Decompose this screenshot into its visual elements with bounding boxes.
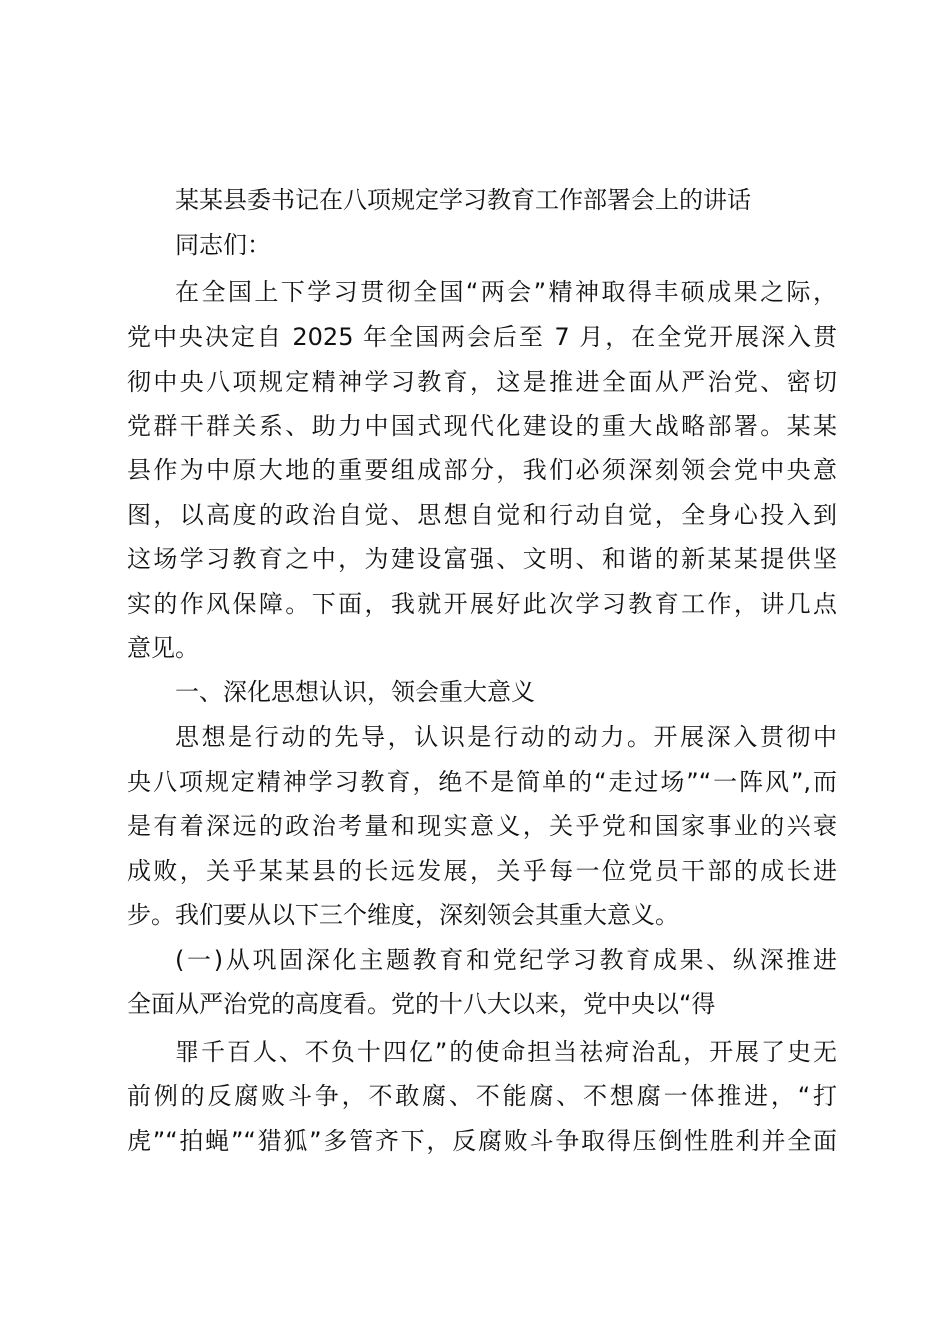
paragraph-2-line: 思想是行动的先导，认识是行动的动力。开展深入贯彻中 [175, 723, 837, 751]
paragraph-2-line: 央八项规定精神学习教育，绝不是简单的“走过场”“一阵风”,而 [127, 768, 837, 796]
paragraph-1-line: 在全国上下学习贯彻全国“两会”精神取得丰硕成果之际， [175, 278, 837, 306]
paragraph-1-line: 县作为中原大地的重要组成部分，我们必须深刻领会党中央意 [127, 456, 837, 484]
section-heading: 一、深化思想认识，领会重大意义 [175, 678, 535, 706]
paragraph-1-line: 彻中央八项规定精神学习教育，这是推进全面从严治党、密切 [127, 368, 837, 396]
paragraph-3-line: (一)从巩固深化主题教育和党纪学习教育成果、纵深推进 [175, 946, 837, 974]
paragraph-4-line: 虎”“拍蝇”“猎狐”多管齐下，反腐败斗争取得压倒性胜利并全面 [127, 1127, 837, 1155]
paragraph-1-line: 意见。 [127, 634, 199, 662]
paragraph-4-line: 罪千百人、不负十四亿”的使命担当祛疴治乱，开展了史无 [175, 1038, 837, 1066]
salutation: 同志们： [175, 231, 271, 259]
paragraph-1-line: 党群干群关系、助力中国式现代化建设的重大战略部署。某某 [127, 412, 837, 440]
paragraph-1-line: 党中央决定自 2025 年全国两会后至 7 月，在全党开展深入贯 [127, 323, 837, 351]
paragraph-2-line: 成败，关乎某某县的长远发展，关乎每一位党员干部的成长进 [127, 857, 837, 885]
paragraph-3-line: 全面从严治党的高度看。党的十八大以来，党中央以“得 [127, 990, 716, 1018]
paragraph-4-line: 前例的反腐败斗争，不敢腐、不能腐、不想腐一体推进，“打 [127, 1082, 837, 1110]
paragraph-2-line: 步。我们要从以下三个维度，深刻领会其重大意义。 [127, 901, 679, 929]
paragraph-1-line: 图，以高度的政治自觉、思想自觉和行动自觉，全身心投入到 [127, 501, 837, 529]
paragraph-2-line: 是有着深远的政治考量和现实意义，关乎党和国家事业的兴衰 [127, 812, 837, 840]
document-title: 某某县委书记在八项规定学习教育工作部署会上的讲话 [175, 186, 751, 214]
paragraph-1-line: 实的作风保障。下面，我就开展好此次学习教育工作，讲几点 [127, 590, 837, 618]
paragraph-1-line: 这场学习教育之中，为建设富强、文明、和谐的新某某提供坚 [127, 545, 837, 573]
